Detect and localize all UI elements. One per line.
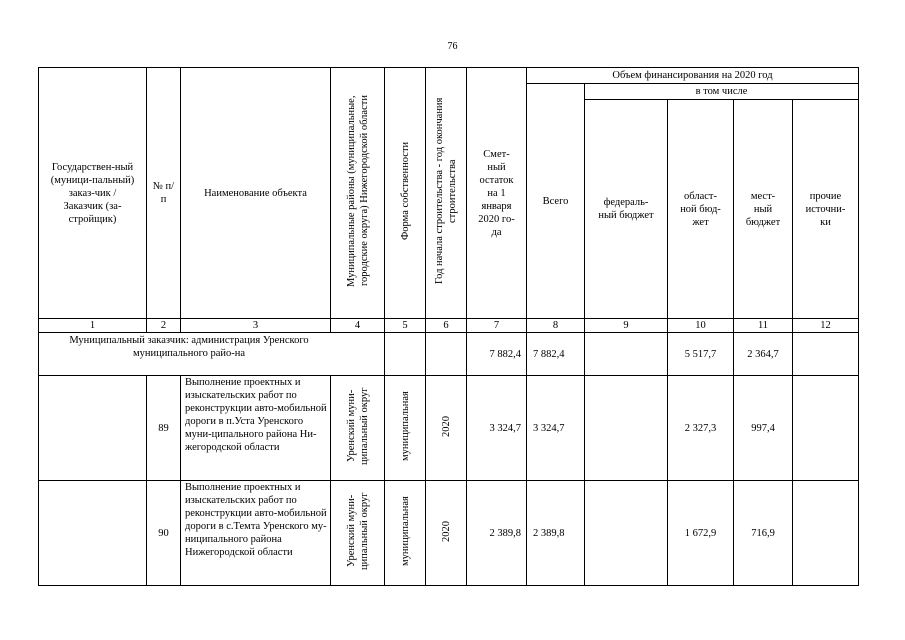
col-number: 9 [585,319,668,333]
year: 2020 [426,376,467,481]
total-value: 2 389,8 [527,481,585,586]
summary-local: 2 364,7 [734,333,793,376]
table-row [39,376,859,481]
object-name: Выполнение проектных и изыскательских работ по реконструкции авто-мобильной дороги в с.Темта Уренского му-ниципального района Нижегородской области [181,481,331,586]
summary-remainder: 7 882,4 [467,333,527,376]
remainder-value: 2 389,8 [467,481,527,586]
summary-row [39,333,859,376]
header-customer: Государствен-ный (муници-пальный) заказ-чик / Заказчик (за-стройщик) [39,68,147,319]
regional-value: 1 672,9 [668,481,734,586]
header-district: Муниципальные районы (муниципальные, городские округа) Нижегородской области [331,68,385,319]
header-including: в том числе [585,84,859,100]
district: Уренский муни-ципальный округ [331,376,385,481]
col-number: 8 [527,319,585,333]
header-num: № п/п [147,68,181,319]
header-years: Год начала строительства - год окончания строительства [426,68,467,319]
row-number: 89 [147,376,181,481]
col-number: 2 [147,319,181,333]
header-other: прочие источни-ки [793,100,859,319]
col-number: 1 [39,319,147,333]
page-number: 76 [447,41,458,52]
ownership: муниципальная [385,376,426,481]
header-object: Наименование объекта [181,68,331,319]
summary-regional: 5 517,7 [668,333,734,376]
column-number-row [39,319,859,333]
remainder-value: 3 324,7 [467,376,527,481]
col-number: 6 [426,319,467,333]
row-number: 90 [147,481,181,586]
col-number: 7 [467,319,527,333]
header-total: Всего [527,84,585,319]
col-number: 12 [793,319,859,333]
col-number: 3 [181,319,331,333]
year: 2020 [426,481,467,586]
header-local: мест-ный бюджет [734,100,793,319]
header-funding-2020: Объем финансирования на 2020 год [527,68,859,84]
total-value: 3 324,7 [527,376,585,481]
header-ownership: Форма собственности [385,68,426,319]
col-number: 10 [668,319,734,333]
col-number: 5 [385,319,426,333]
ownership: муниципальная [385,481,426,586]
summary-total: 7 882,4 [527,333,585,376]
financing-table [38,67,859,586]
regional-value: 2 327,3 [668,376,734,481]
header-regional: област-ной бюд-жет [668,100,734,319]
local-value: 716,9 [734,481,793,586]
object-name: Выполнение проектных и изыскательских работ по реконструкции авто-мобильной дороги в п.Уста Уренского муни-ципального района Ни-жегородской области [181,376,331,481]
local-value: 997,4 [734,376,793,481]
summary-label: Муниципальный заказчик: администрация Уренского муниципального райо-на [39,333,385,376]
header-remainder: Смет-ный остаток на 1 января 2020 го-да [467,68,527,319]
col-number: 11 [734,319,793,333]
col-number: 4 [331,319,385,333]
table-row [39,481,859,586]
header-federal: федераль-ный бюджет [585,100,668,319]
district: Уренский муни-ципальный округ [331,481,385,586]
